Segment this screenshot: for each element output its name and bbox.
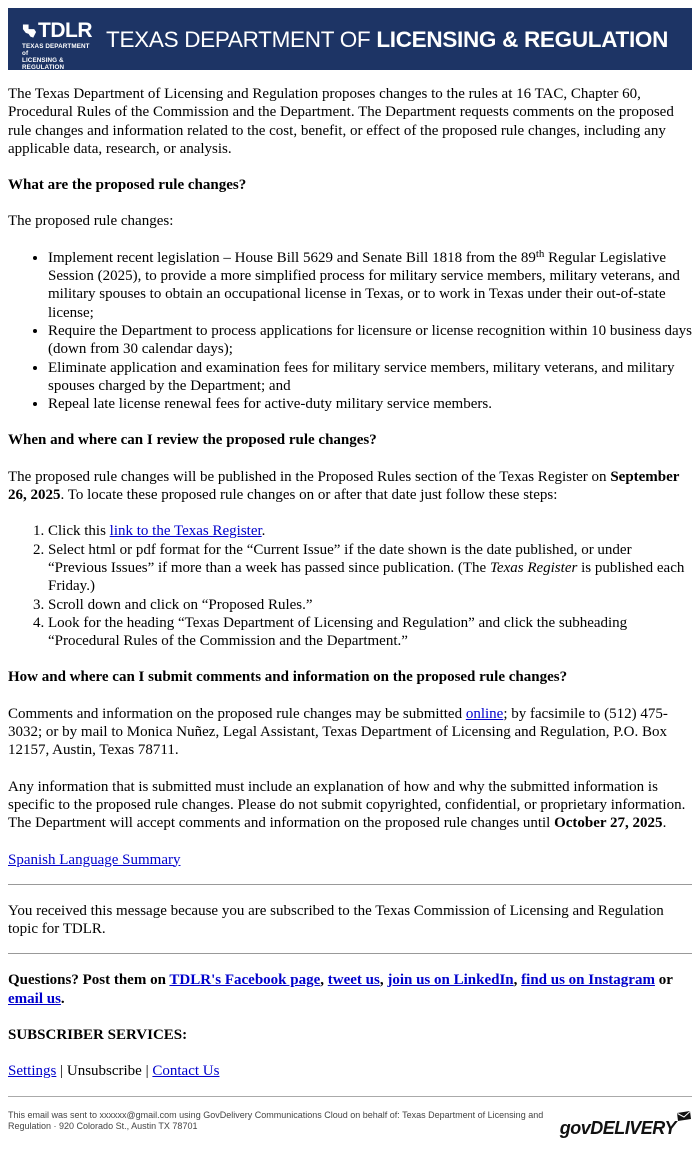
list-item: 1. Click this link to the Texas Register. [48,522,692,540]
list-item: 3. Scroll down and click on “Proposed Rules.” [48,596,692,614]
texas-star-icon [22,22,37,40]
logo-subtitle: TEXAS DEPARTMENT of LICENSING & REGULATION [22,43,90,71]
envelope-icon [676,1110,692,1124]
subscription-note: You received this message because you are subscribed to the Texas Commission of Licensing and Regulation topic for TDLR. [8,902,664,938]
spanish-summary-link[interactable]: Spanish Language Summary [8,851,181,868]
tdlr-logo [22,19,92,71]
list-item: • Eliminate application and examination fees for military service members, military veterans, and military spouses charged by the Department; and [48,359,692,396]
list-item: 2. Select html or pdf format for the “Current Issue” if the date shown is the date published, or under “Previous Issues” if more than a week has passed since publication. (The Texas Register is published each Friday.) [48,541,692,596]
govdelivery-wordmark: govDELIVERY [559,1117,676,1138]
list-item: • Require the Department to process applications for licensure or license recognition within 10 business days (down from 30 calendar days); [48,322,692,359]
email-footer [8,1110,692,1150]
unsubscribe-text: Unsubscribe [66,1063,142,1080]
subscriber-links: Settings | Unsubscribe | Contact Us [8,1063,220,1080]
submit-paragraph: Comments and information on the proposed rule changes may be submitted online; by facsimile to (512) 475-3032; or by mail to Monica Nuñez, Legal Assistant, Texas Department of Licensing and Regulation, P.O. Box 12157, Austin, Texas 78711. [8,705,668,759]
section-heading-review: When and where can I review the proposed rule changes? [8,432,377,449]
email-body [8,85,692,1150]
review-steps-list [8,522,692,650]
list-item: • Implement recent legislation – House Bill 5629 and Senate Bill 1818 from the 89th Regular Legislative Session (2025), to provide a more simplified process for military service members, military veterans, and military spouses to obtain an occupational license in Texas, or to work in Texas under their out-of-state license; [48,249,692,322]
questions-paragraph: Questions? Post them on TDLR's Facebook page, tweet us, join us on LinkedIn, find us on Instagram or email us. [8,972,673,1007]
footer-divider [8,1096,692,1097]
submission-requirements-paragraph: Any information that is submitted must include an explanation of how and why the submitted information is specific to the proposed rule changes. Please do not submit copyrighted, confidential, or proprietary information. The Department will accept comments and information on the proposed rule changes until October 27, 2025. [8,778,686,832]
footer-disclaimer: This email was sent to xxxxxx@gmail.com using GovDelivery Communications Cloud on behalf of: Texas Department of Licensing and Regulation · 920 Colorado St., Austin TX 78701 [8,1109,544,1131]
contact-us-link[interactable]: Contact Us [152,1063,220,1080]
email-header-banner [8,8,692,70]
divider [8,884,692,885]
govdelivery-logo [560,1110,692,1140]
spanish-summary-paragraph [8,851,692,869]
tweet-link[interactable]: tweet us [327,972,380,989]
list-item: • Repeal late license renewal fees for active-duty military service members. [48,395,692,413]
divider [8,953,692,954]
instagram-link[interactable]: find us on Instagram [521,972,655,989]
email-link[interactable]: email us [8,990,61,1007]
list-item: 4. Look for the heading “Texas Department of Licensing and Regulation” and click the subheading “Procedural Rules of the Commission and the Department.” [48,614,692,651]
facebook-link[interactable]: TDLR's Facebook page [169,972,321,989]
subscriber-services-heading: SUBSCRIBER SERVICES: [8,1026,188,1043]
header-title-bold: LICENSING & REGULATION [376,27,669,52]
intro-paragraph: The Texas Department of Licensing and Regulation proposes changes to the rules at 16 TAC, Chapter 60, Procedural Rules of the Commission and the Department. The Department requests comments on the proposed rule changes and information related to the cost, benefit, or effect of the proposed rule changes, including any applicable data, research, or analysis. [8,86,674,157]
settings-link[interactable]: Settings [8,1063,57,1080]
header-title [106,26,668,54]
online-comment-link[interactable]: online [465,705,504,722]
section-heading-submit: How and where can I submit comments and information on the proposed rule changes? [8,669,568,686]
texas-register-link[interactable]: link to the Texas Register [109,523,262,540]
proposed-changes-lead: The proposed rule changes: [8,213,174,230]
review-paragraph: The proposed rule changes will be published in the Proposed Rules section of the Texas Register on September 26, 2025. To locate these proposed rule changes on or after that date just follow these steps: [8,468,680,504]
header-title-light: TEXAS DEPARTMENT OF [106,27,371,52]
section-heading-proposed-changes: What are the proposed rule changes? [8,177,247,194]
linkedin-link[interactable]: join us on LinkedIn [387,972,514,989]
logo-text: TDLR [38,19,92,42]
proposed-changes-list [8,249,692,414]
